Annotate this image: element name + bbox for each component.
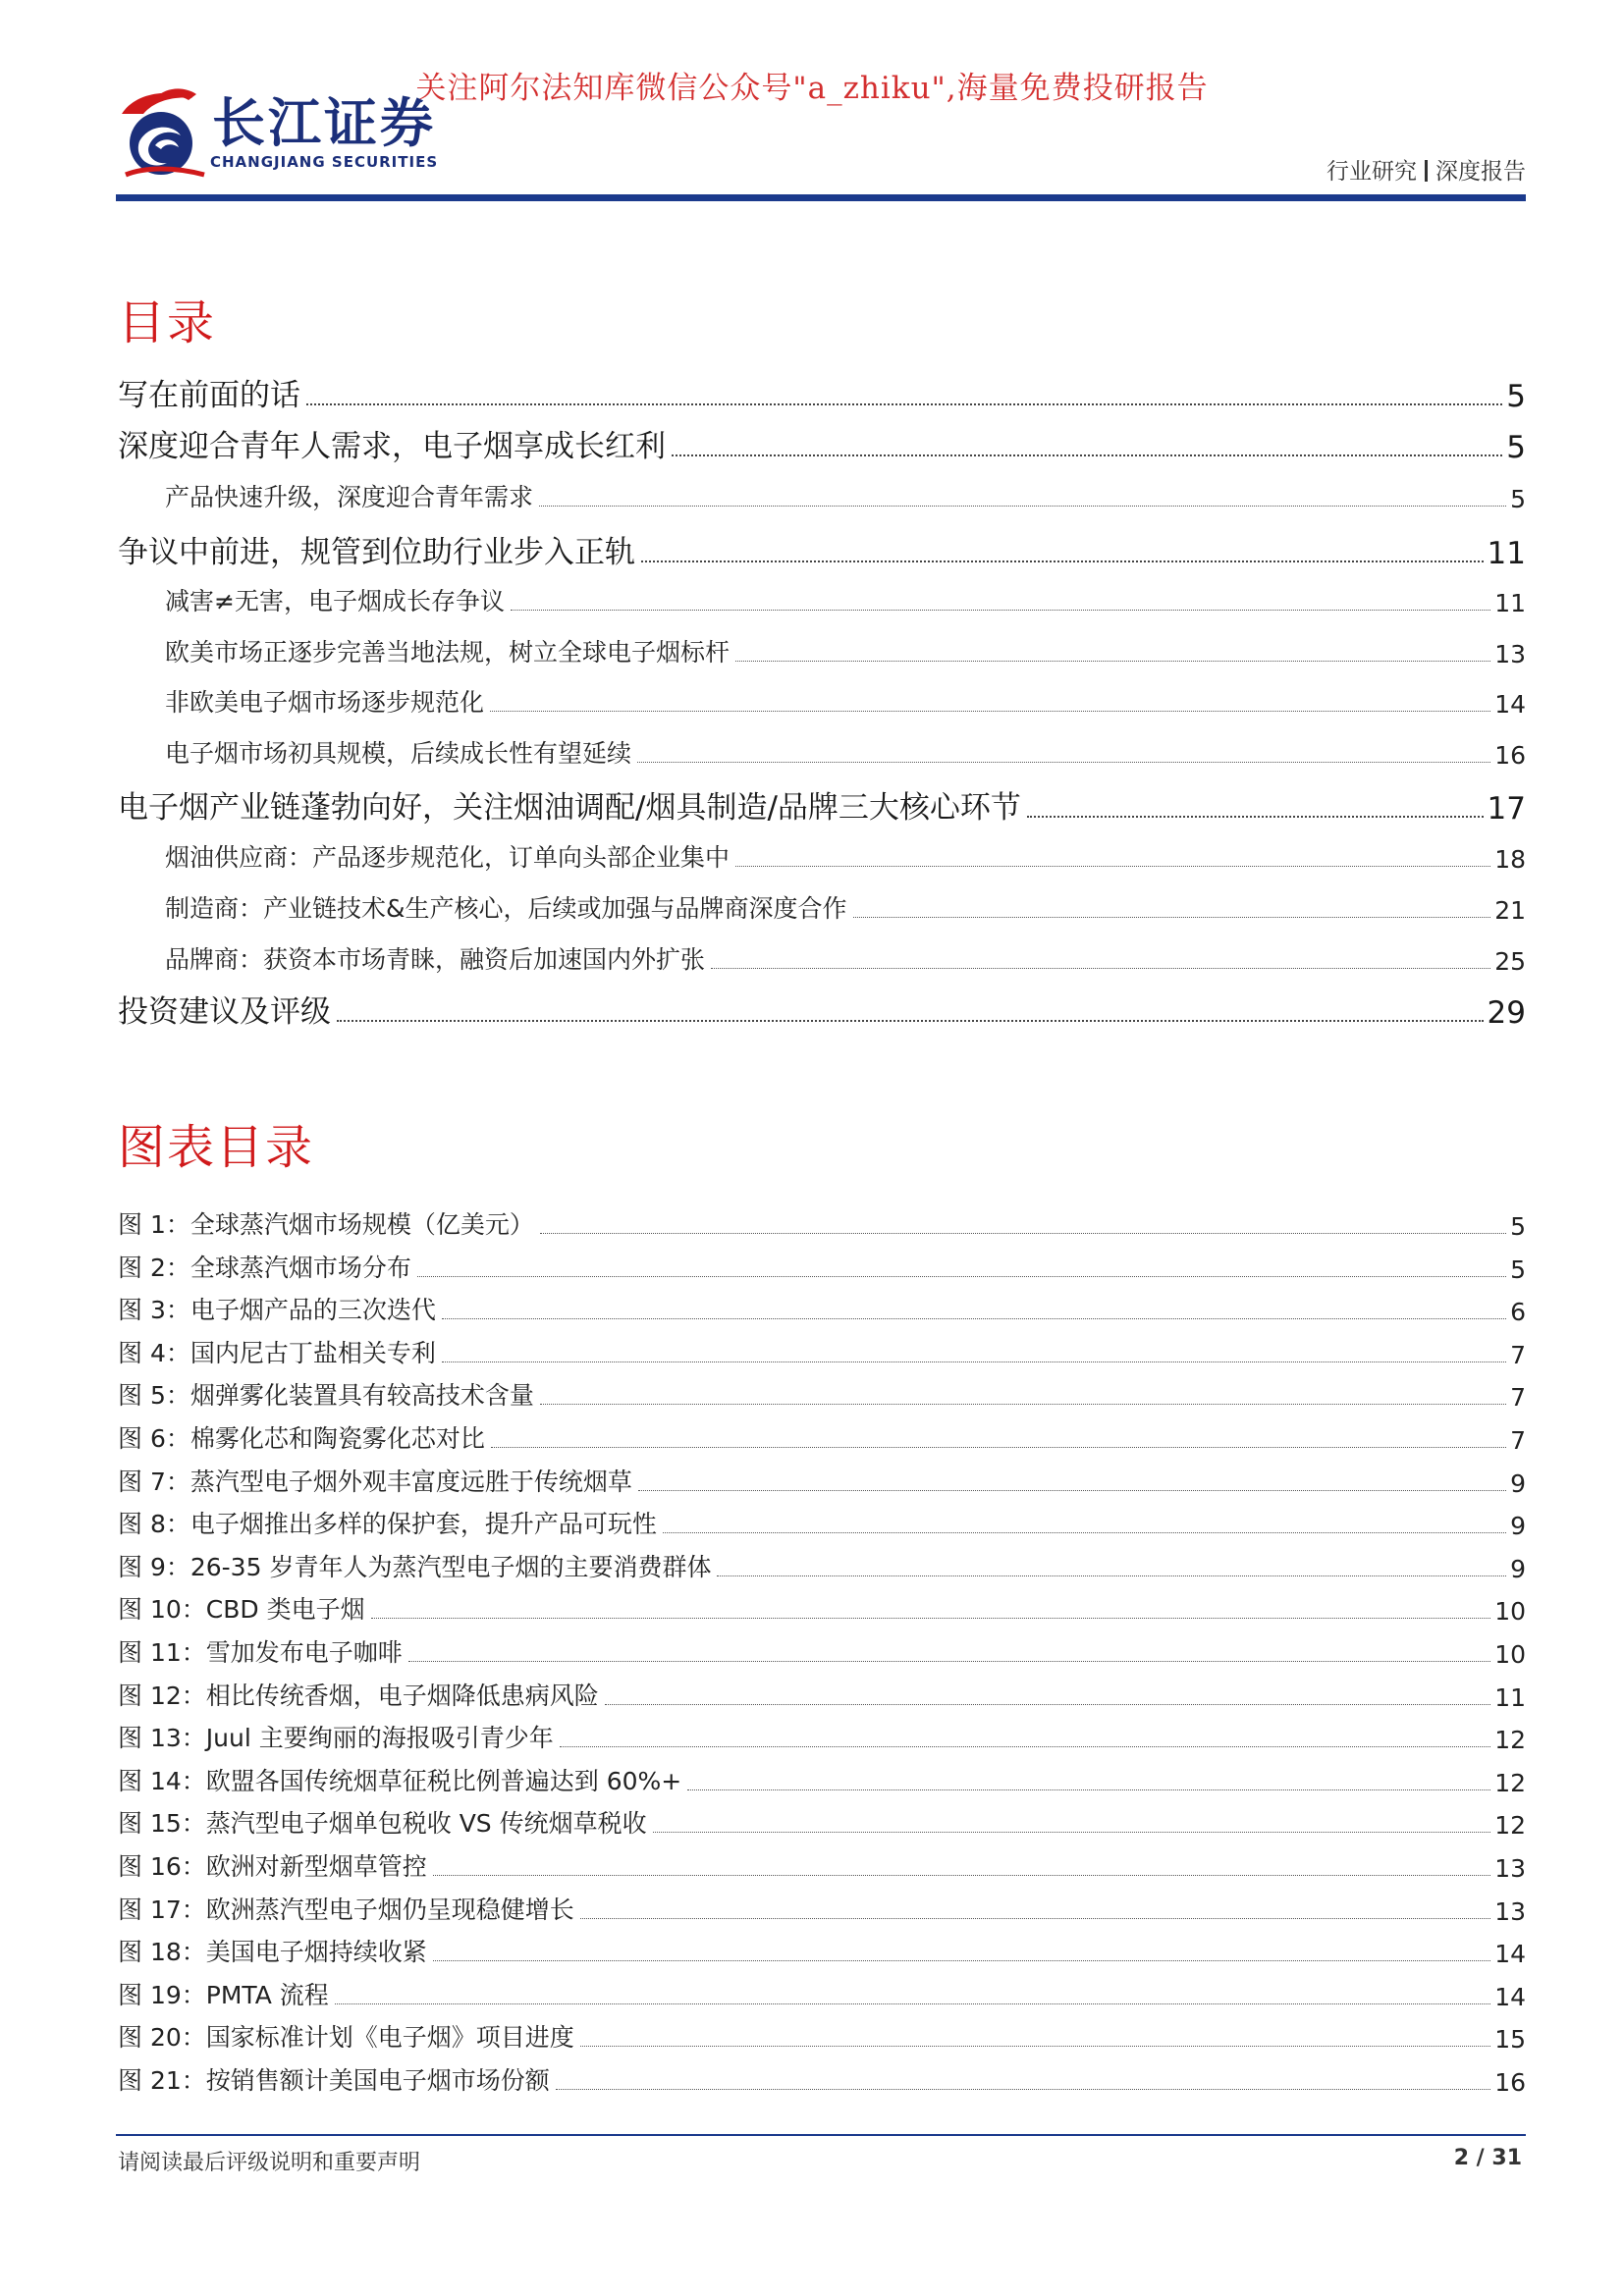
dot-leader bbox=[580, 1918, 1490, 1919]
dot-leader bbox=[511, 610, 1490, 611]
figure-entry-page: 12 bbox=[1494, 1811, 1526, 1841]
header-separator bbox=[1425, 160, 1428, 182]
figure-entry-title: 图 3：电子烟产品的三次迭代 bbox=[118, 1296, 436, 1325]
toc-chapter-entry[interactable] bbox=[118, 373, 1526, 414]
figure-entry-page: 14 bbox=[1494, 1940, 1526, 1969]
figure-entry-page: 9 bbox=[1510, 1468, 1526, 1498]
footer-disclaimer: 请阅读最后评级说明和重要声明 bbox=[118, 2151, 421, 2175]
dot-leader bbox=[337, 1020, 1484, 1022]
figure-entry-title: 图 14：欧盟各国传统烟草征税比例普遍达到 60%+ bbox=[118, 1766, 682, 1795]
figure-entry-page: 14 bbox=[1494, 1982, 1526, 2011]
toc-chapter-entry[interactable] bbox=[118, 785, 1526, 827]
figure-entry-page: 6 bbox=[1510, 1298, 1526, 1327]
dot-leader bbox=[663, 1532, 1506, 1533]
figure-entry-page: 5 bbox=[1510, 1255, 1526, 1284]
figure-entry-title: 图 19：PMTA 流程 bbox=[118, 1980, 329, 2009]
toc-section-entry[interactable] bbox=[118, 940, 1526, 976]
toc-entry-title: 产品快速升级，深度迎合青年需求 bbox=[165, 483, 534, 511]
figure-entry[interactable] bbox=[118, 1719, 1526, 1754]
toc-chapter-entry[interactable] bbox=[118, 530, 1526, 571]
figures-title: 图表目录 bbox=[118, 1120, 315, 1175]
dot-leader bbox=[735, 866, 1490, 867]
figure-entry[interactable] bbox=[118, 1548, 1526, 1583]
toc-entry-page: 5 bbox=[1506, 379, 1526, 414]
dot-leader bbox=[539, 506, 1506, 507]
toc-entry-page: 5 bbox=[1506, 430, 1526, 465]
figure-entry[interactable] bbox=[118, 2061, 1526, 2097]
dot-leader bbox=[853, 917, 1491, 918]
figure-entry[interactable] bbox=[118, 1505, 1526, 1540]
toc-entry-page: 29 bbox=[1487, 995, 1526, 1031]
toc-entry-page: 16 bbox=[1494, 741, 1526, 770]
dot-leader bbox=[417, 1276, 1506, 1277]
figure-entry-title: 图 11：雪加发布电子咖啡 bbox=[118, 1638, 403, 1667]
report-type: 深度报告 bbox=[1435, 159, 1526, 185]
figure-entry-title: 图 21：按销售额计美国电子烟市场份额 bbox=[118, 2066, 550, 2095]
figure-entry-page: 16 bbox=[1494, 2068, 1526, 2097]
figure-entry-page: 13 bbox=[1494, 1896, 1526, 1926]
toc-entry-title: 争议中前进，规管到位助行业步入正轨 bbox=[118, 535, 635, 570]
toc-entry-page: 14 bbox=[1494, 690, 1526, 719]
dot-leader bbox=[408, 1661, 1490, 1662]
dot-leader bbox=[491, 1447, 1506, 1448]
figure-entry-page: 13 bbox=[1494, 1854, 1526, 1883]
figure-entry-title: 图 12：相比传统香烟，电子烟降低患病风险 bbox=[118, 1681, 599, 1710]
toc-entry-page: 5 bbox=[1510, 485, 1526, 513]
report-type-label bbox=[1326, 153, 1526, 186]
toc-entry-title: 电子烟市场初具规模，后续成长性有望延续 bbox=[165, 739, 632, 768]
dot-leader bbox=[490, 711, 1490, 712]
figure-entry-title: 图 6：棉雾化芯和陶瓷雾化芯对比 bbox=[118, 1424, 485, 1453]
toc-section-entry[interactable] bbox=[118, 889, 1526, 925]
toc-entry-title: 制造商：产业链技术&生产核心，后续或加强与品牌商深度合作 bbox=[165, 894, 847, 923]
figure-entry-title: 图 16：欧洲对新型烟草管控 bbox=[118, 1852, 427, 1881]
figure-entry-title: 图 9：26-35 岁青年人为蒸汽型电子烟的主要消费群体 bbox=[118, 1552, 712, 1581]
figure-entry-title: 图 1：全球蒸汽烟市场规模（亿美元） bbox=[118, 1210, 534, 1239]
figure-entry[interactable] bbox=[118, 1419, 1526, 1455]
toc-entry-title: 品牌商：获资本市场青睐，融资后加速国内外扩张 bbox=[165, 945, 706, 974]
figure-entry-page: 7 bbox=[1510, 1340, 1526, 1369]
toc-entry-title: 烟油供应商：产品逐步规范化，订单向头部企业集中 bbox=[165, 843, 731, 872]
dot-leader bbox=[735, 661, 1490, 662]
dot-leader bbox=[433, 1875, 1490, 1876]
toc-entry-page: 13 bbox=[1494, 640, 1526, 668]
toc-section-entry[interactable] bbox=[118, 838, 1526, 874]
figure-entry-title: 图 2：全球蒸汽烟市场分布 bbox=[118, 1253, 411, 1282]
dot-leader bbox=[306, 403, 1502, 405]
figure-entry[interactable] bbox=[118, 1762, 1526, 1797]
dot-leader bbox=[653, 1832, 1491, 1833]
figure-entry-title: 图 17：欧洲蒸汽型电子烟仍呈现稳健增长 bbox=[118, 1895, 574, 1924]
figure-entry-page: 7 bbox=[1510, 1426, 1526, 1455]
page-indicator: 2 / 31 bbox=[1453, 2146, 1522, 2170]
dot-leader bbox=[1027, 816, 1484, 818]
dot-leader bbox=[717, 1575, 1506, 1576]
toc-entry-title: 非欧美电子烟市场逐步规范化 bbox=[165, 688, 485, 717]
toc-entry-title: 投资建议及评级 bbox=[118, 994, 331, 1030]
dot-leader bbox=[371, 1618, 1491, 1619]
toc-entry-title: 深度迎合青年人需求，电子烟享成长红利 bbox=[118, 429, 666, 464]
figure-entry-title: 图 13：Juul 主要绚丽的海报吸引青少年 bbox=[118, 1724, 554, 1753]
dot-leader bbox=[556, 2089, 1490, 2090]
dot-leader bbox=[540, 1404, 1506, 1405]
figure-entry[interactable] bbox=[118, 1847, 1526, 1883]
figure-entry[interactable] bbox=[118, 1291, 1526, 1326]
toc-entry-title: 电子烟产业链蓬勃向好，关注烟油调配/烟具制造/品牌三大核心环节 bbox=[118, 790, 1021, 826]
figure-entry[interactable] bbox=[118, 1376, 1526, 1412]
figure-entry-page: 11 bbox=[1494, 1682, 1526, 1712]
figure-entry[interactable] bbox=[118, 1804, 1526, 1840]
dot-leader bbox=[638, 1490, 1506, 1491]
toc-section-entry[interactable] bbox=[118, 734, 1526, 770]
figure-entry[interactable] bbox=[118, 2018, 1526, 2054]
figure-entry[interactable] bbox=[118, 1976, 1526, 2011]
dot-leader bbox=[442, 1318, 1506, 1319]
figure-entry[interactable] bbox=[118, 1205, 1526, 1241]
watermark-text: 关注阿尔法知库微信公众号"a_zhiku",海量免费投研报告 bbox=[415, 71, 1209, 106]
figure-entry-title: 图 5：烟弹雾化装置具有较高技术含量 bbox=[118, 1381, 534, 1411]
toc-entry-page: 17 bbox=[1487, 791, 1526, 827]
figure-entry-title: 图 4：国内尼古丁盐相关专利 bbox=[118, 1338, 436, 1367]
figure-entry[interactable] bbox=[118, 1933, 1526, 1968]
figure-entry[interactable] bbox=[118, 1334, 1526, 1369]
toc-chapter-entry[interactable] bbox=[118, 989, 1526, 1031]
toc-entry-title: 欧美市场正逐步完善当地法规，树立全球电子烟标杆 bbox=[165, 638, 731, 667]
toc-entry-page: 11 bbox=[1487, 536, 1526, 571]
report-category: 行业研究 bbox=[1326, 159, 1417, 185]
figure-entry-title: 图 10：CBD 类电子烟 bbox=[118, 1595, 365, 1625]
figure-entry-page: 10 bbox=[1494, 1597, 1526, 1627]
toc-section-entry[interactable] bbox=[118, 683, 1526, 719]
toc-entry-page: 21 bbox=[1494, 896, 1526, 925]
figure-entry-page: 9 bbox=[1510, 1512, 1526, 1541]
figure-entry[interactable] bbox=[118, 1249, 1526, 1284]
dot-leader bbox=[711, 968, 1490, 969]
dot-leader bbox=[540, 1233, 1506, 1234]
figure-entry-page: 12 bbox=[1494, 1726, 1526, 1755]
toc-entry-page: 25 bbox=[1494, 947, 1526, 976]
dot-leader bbox=[580, 2046, 1490, 2047]
toc-section-entry[interactable] bbox=[118, 582, 1526, 617]
dot-leader bbox=[605, 1704, 1490, 1705]
logo-chinese-name: 长江证券 bbox=[212, 92, 436, 154]
figure-entry-page: 15 bbox=[1494, 2025, 1526, 2055]
company-logo bbox=[116, 84, 489, 183]
toc-entry-title: 写在前面的话 bbox=[118, 378, 300, 413]
toc-chapter-entry[interactable] bbox=[118, 424, 1526, 465]
figure-entry-title: 图 7：蒸汽型电子烟外观丰富度远胜于传统烟草 bbox=[118, 1467, 632, 1496]
figure-entry-title: 图 8：电子烟推出多样的保护套，提升产品可玩性 bbox=[118, 1510, 657, 1539]
header-divider bbox=[116, 194, 1526, 201]
figure-entry-page: 9 bbox=[1510, 1554, 1526, 1583]
figure-entry[interactable] bbox=[118, 1463, 1526, 1498]
toc-entry-title: 减害≠无害，电子烟成长存争议 bbox=[165, 587, 505, 615]
figure-entry[interactable] bbox=[118, 1677, 1526, 1712]
figure-entry-title: 图 18：美国电子烟持续收紧 bbox=[118, 1938, 427, 1967]
dot-leader bbox=[687, 1789, 1490, 1790]
dot-leader bbox=[560, 1746, 1490, 1747]
figure-entry-page: 5 bbox=[1510, 1212, 1526, 1241]
logo-emblem-icon bbox=[116, 84, 214, 183]
dot-leader bbox=[433, 1960, 1490, 1961]
footer-divider bbox=[116, 2134, 1526, 2136]
dot-leader bbox=[672, 454, 1502, 456]
figure-entry[interactable] bbox=[118, 1891, 1526, 1926]
figure-entry-page: 12 bbox=[1494, 1768, 1526, 1797]
toc-title: 目录 bbox=[118, 295, 217, 350]
figure-entry-title: 图 20：国家标准计划《电子烟》项目进度 bbox=[118, 2023, 574, 2053]
toc-section-entry[interactable] bbox=[118, 478, 1526, 513]
figure-entry[interactable] bbox=[118, 1590, 1526, 1626]
dot-leader bbox=[641, 561, 1484, 562]
figure-entry-page: 7 bbox=[1510, 1383, 1526, 1413]
dot-leader bbox=[637, 762, 1490, 763]
figure-entry[interactable] bbox=[118, 1633, 1526, 1669]
toc-entry-page: 11 bbox=[1494, 589, 1526, 617]
logo-english-name: CHANGJIANG SECURITIES bbox=[210, 153, 439, 171]
dot-leader bbox=[335, 2003, 1490, 2004]
toc-entry-page: 18 bbox=[1494, 845, 1526, 874]
figure-entry-page: 10 bbox=[1494, 1640, 1526, 1669]
toc-section-entry[interactable] bbox=[118, 633, 1526, 668]
figure-entry-title: 图 15：蒸汽型电子烟单包税收 VS 传统烟草税收 bbox=[118, 1809, 647, 1839]
